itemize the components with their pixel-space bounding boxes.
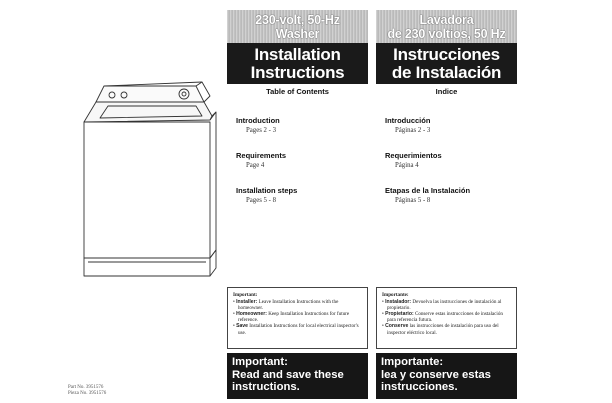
toc-entry-installation-steps: Installation steps Pages 5 - 8 [236,186,298,204]
part-numbers: Part No. 3951576 Pieza No. 3951576 [68,385,107,396]
toc-entry-introduccion: Introducción Páginas 2 - 3 [385,116,431,134]
toc-entry-etapas: Etapas de la Instalación Páginas 5 - 8 [385,186,471,204]
english-save-notice: Important: Read and save these instructions. [227,353,368,399]
important-item: • Propietario: Conserve estas instrucciones de instalación para referencia futura. [382,311,503,324]
washer-illustration [78,80,218,290]
spanish-toc-title: Indice [435,87,458,96]
english-toc-title: Table of Contents [266,87,329,96]
english-product-title: 230-volt, 50-Hz Washer [255,13,340,41]
important-item: • Installer: Leave Installation Instructions with the homeowner. [233,299,339,312]
important-item: • Instalador: Devuelva las instrucciones de instalación al propietario. [382,299,502,312]
toc-entry-requerimientos: Requerimientos Página 4 [385,151,442,169]
english-doc-title: Installation Instructions [250,45,345,82]
english-toc [227,96,368,246]
english-header [227,10,368,84]
important-item: • Save Installation Instructions for local electrical inspector's use. [233,323,359,336]
important-item: • Conserve las instrucciones de instalación para uso del inspector eléctrico local. [382,323,499,336]
spanish-header [376,10,517,84]
toc-entry-introduction: Introduction Pages 2 - 3 [236,116,280,134]
spanish-product-title: Lavadora de 230 voltios, 50 Hz [387,13,506,41]
spanish-column [376,10,517,246]
english-important-box: Important: • Installer: Leave Installation Instructions with the homeowner. • Homeowner: Keep Installation Instructions for future reference. • Save Installation Instructions for local electrical inspector's use. [227,287,368,349]
spanish-important-box: Importante: • Instalador: Devuelva las instrucciones de instalación al propietario. • Propietario: Conserve estas instrucciones de instalación para referencia futura. • Conserve las instrucciones de instalación para uso del inspector eléctrico local. [376,287,517,349]
spanish-doc-title: Instrucciones de Instalación [391,45,502,82]
spanish-save-notice: Importante: lea y conserve estas instrucciones. [376,353,517,399]
toc-entry-requirements: Requirements Page 4 [236,151,287,169]
english-column [227,10,368,246]
important-item: • Homeowner: Keep Installation Instructions for future reference. [233,311,350,324]
spanish-toc [376,96,517,246]
